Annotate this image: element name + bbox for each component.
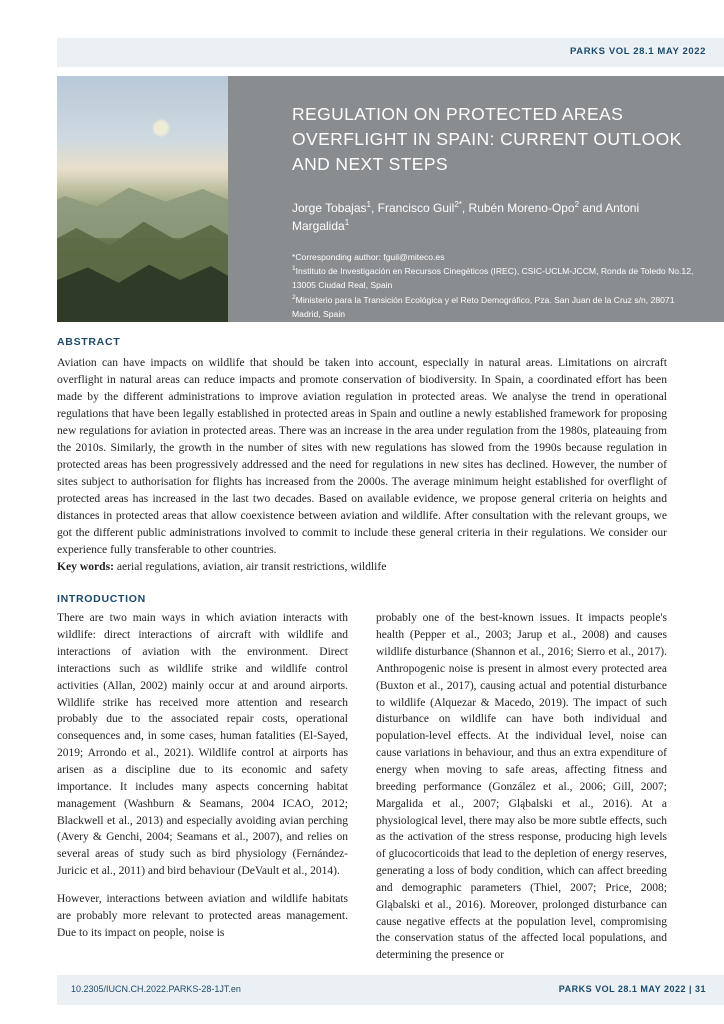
column-right: [376, 610, 667, 964]
abstract-section: [57, 336, 667, 575]
abstract-text: Aviation can have impacts on wildlife that should be taken into account, especially in natural areas. Limitations on aircraft overflight in natural areas can reduce impacts and promote conservation of biodiversity. In Spain, a coordinated effort has been made by the different administrations to improve aviation regulation in protected areas. We analyse the trend in operational regulations that have been legally established in protected areas in Spain and outline a newly established framework for proposing new regulations for aviation in protected areas. There was an increase in the area under regulation from the 1980s, plateauing from the 2010s. Similarly, the growth in the number of sites with new regulations has slowed from the 1990s because regulation in protected areas has been progressively addressed and the need for regulations in new sites has declined. However, the number of sites subject to authorisation for flights has increased from the 2000s. The average minimum height established for overflight of protected areas has increased in the last two decades. Based on available evidence, we propose general criteria on heights and distances in protected areas that allow coexistence between aviation and wildlife. After consultation with the relevant groups, we got the different public administrations involved to commit to include these general criteria in their regulations. We consider our experience fully transferable to other countries.: [57, 356, 667, 557]
affiliation-1: $^1$Instituto de Investigación en Recursos Cinegéticos (IREC), CSIC-UCLM-JCCM, Ronda de Toledo No.12, 13005 Ciudad Real, Spain: [292, 265, 694, 291]
corresponding-author: *Corresponding author: fguil@miteco.es: [292, 251, 445, 262]
running-header-text: PARKS VOL 28.1 MAY 2022: [570, 46, 706, 57]
keywords-label: Key words:: [57, 560, 114, 574]
keywords: [57, 558, 667, 575]
affiliation-1-text: Instituto de Investigación en Recursos Cinegéticos (IREC), CSIC-UCLM-JCCM, Ronda de Toledo No.12, 13005 Ciudad Real, Spain: [292, 266, 694, 291]
keywords-value: aerial regulations, aviation, air transit restrictions, wildlife: [116, 560, 387, 574]
affiliation-2-text: Ministerio para la Transición Ecológica y el Reto Demográfico, Pza. San Juan de la Cruz s/n, 28071 Madrid, Spain: [292, 295, 675, 319]
running-header-band: [57, 38, 724, 67]
paragraph: However, interactions between aviation and wildlife habitats are probably more relevant to protected areas management. Due to its impact on people, noise is: [57, 892, 348, 939]
footer-band: [57, 975, 724, 1005]
affiliation-2: $^2$Ministerio para la Transición Ecológica y el Reto Demográfico, Pza. San Juan de la Cruz s/n, 28071 Madrid, Spain: [292, 294, 675, 319]
two-column-body: [57, 610, 667, 964]
paragraph: probably one of the best-known issues. It impacts people's health (Pepper et al., 2003; Jarup et al., 2008) and causes wildlife disturbance (Shannon et al., 2016; Sierro et al., 2017). Anthropogenic noise is present in almost every protected area (Buxton et al., 2017), causing actual and potential disturbance to wildlife (Alquezar & Macedo, 2019). The impact of such disturbance on wildlife can have both individual and population-level effects. At the individual level, noise can cause variations in behaviour, and thus an extra expenditure of energy when moving to safe areas, affecting fitness and breeding performance (González et al., 2006; Gill, 2007; Margalida et al., 2007; Gląbalski et al., 2016). At a physiological level, there may also be more subtle effects, such as the activation of the stress response, producing high levels of glucocorticoids that lead to the depletion of energy reserves, generating a loss of body condition, which can affect breeding and demographic parameters (Thiel, 2007; Price, 2008; Gląbalski et al., 2016). Moreover, prolonged disturbance can cause negative effects at the population level, compromising the conservation status of the affected local populations, and determining the presence or: [376, 612, 667, 962]
article-hero: [57, 76, 724, 322]
footer-citation: PARKS VOL 28.1 MAY 2022 | 31: [558, 984, 706, 994]
title-block: [228, 76, 724, 322]
author-list: Jorge Tobajas$^1$, Francisco Guil$^{2*}$, Rubén Moreno-Opo$^2$ and Antoni Margalida$^1$: [292, 199, 640, 233]
mountain-landscape-photo: [57, 76, 228, 322]
introduction-heading: INTRODUCTION: [57, 593, 146, 606]
doi-text: 10.2305/IUCN.CH.2022.PARKS-28-1JT.en: [71, 984, 241, 994]
sun-shape: [153, 120, 169, 136]
paragraph: There are two main ways in which aviation interacts with wildlife: direct interactions of aircraft with wildlife and interactions of aviation with the environment. Direct interactions such as wildlife strike and wildlife control activities (Allan, 2002) mainly occur at and around airports. Wildlife strike has received more attention and research probably due to the associated repair costs, operational consequences and, in some cases, human fatalities (El-Sayed, 2019; Arrondo et al., 2021). Wildlife control at airports has arisen as a discipline due to its economic and safety importance. It includes many aspects concerning habitat management (Washburn & Seamans, 2004 ICAO, 2012; Blackwell et al., 2013) and especially avoiding avian perching (Avery & Genchi, 2004; Seamans et al., 2007), and relies on several areas of study such as bird physiology (Fernández-Juricic et al., 2011) and bird behaviour (DeVault et al., 2014).: [57, 612, 348, 878]
article-body: [57, 336, 667, 964]
affiliations: [292, 251, 694, 322]
column-left: [57, 610, 348, 964]
abstract-heading: ABSTRACT: [57, 336, 121, 348]
page-title: REGULATION ON PROTECTED AREAS OVERFLIGHT IN SPAIN: CURRENT OUTLOOK AND NEXT STEPS: [292, 104, 682, 174]
